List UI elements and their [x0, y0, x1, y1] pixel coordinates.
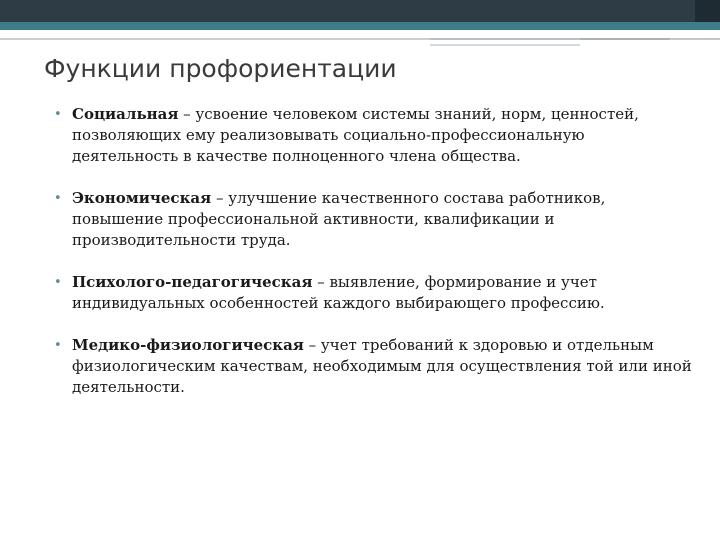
item-text: – учет требований к здоровью и отдельным физиологическим качествам, необходимым для осуществления той или иной деятельности. [72, 336, 692, 396]
list-item [52, 188, 692, 251]
item-term: Социальная [72, 105, 179, 123]
header-band-teal [0, 22, 720, 30]
header-rule [430, 44, 580, 46]
list-item [52, 272, 692, 314]
item-text: – выявление, формирование и учет индивидуальных особенностей каждого выбирающего профессию. [72, 273, 605, 312]
item-term: Медико-физиологическая [72, 336, 304, 354]
slide-title: Функции профориентации [44, 54, 397, 83]
item-text: – улучшение качественного состава работников, повышение профессиональной активности, квалификации и производительности труда. [72, 189, 606, 249]
list-item [52, 335, 692, 398]
header-rule [430, 38, 580, 40]
list-item [52, 104, 692, 167]
item-text: – усвоение человеком системы знаний, норм, ценностей, позволяющих ему реализовывать социально-профессиональную деятельность в качестве полноценного члена общества. [72, 105, 639, 165]
header-band-dark [0, 0, 720, 22]
header-rule [670, 38, 720, 40]
bullet-icon: • [54, 275, 62, 290]
bullet-icon: • [54, 191, 62, 206]
header-corner-block [695, 0, 720, 22]
header-rule [580, 38, 670, 40]
bullet-icon: • [54, 338, 62, 353]
header-rule [0, 38, 430, 40]
item-term: Психолого-педагогическая [72, 273, 313, 291]
bullet-list [52, 104, 692, 419]
bullet-icon: • [54, 107, 62, 122]
item-term: Экономическая [72, 189, 212, 207]
